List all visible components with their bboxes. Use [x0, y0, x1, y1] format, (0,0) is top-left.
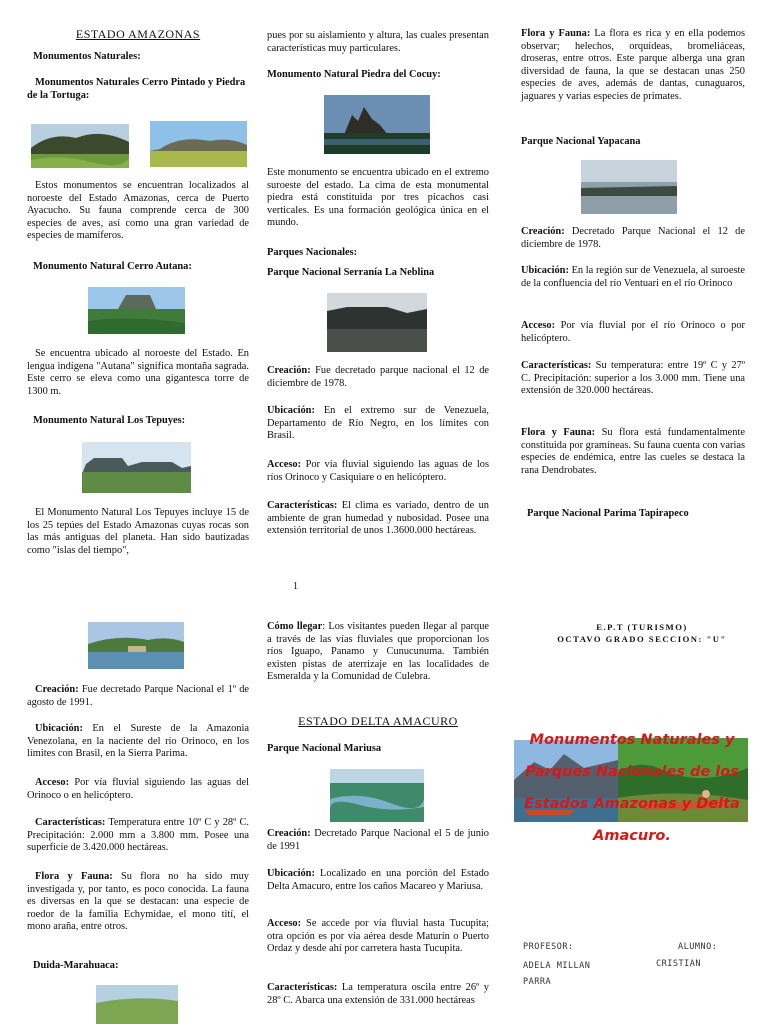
value-como-llegar: : Los visitantes pueden llegar al parque a través de las vías fluviales que proporcionan los ríos Iguapo, Panamo y Cunucunuma. También existen pistas de aterrizaje en las localidades de Esmeralda y la Comunidad de Culebra.: [267, 621, 489, 683]
yapacana-flora-fauna: [521, 427, 745, 477]
paragraph-text: [521, 226, 745, 251]
neblina-acceso: [267, 459, 489, 484]
value-caracteristicas: Su temperatura: entre 19º C y 27º C. Precipitación: superior a los 3.000 mm. Tiene una extensión de 320.000 hectáreas.: [521, 360, 745, 397]
state-title-delta-amacuro: ESTADO DELTA AMACURO: [298, 714, 458, 728]
heading-cerro-pintado: [27, 77, 249, 102]
heading-parques-nacionales: [267, 247, 489, 260]
neblina-flora-fauna: [521, 28, 745, 104]
value-ubicacion: En la región sur de Venezuela, al suroeste de la confluencia del río Ventuari en el río Orinoco: [521, 265, 745, 289]
label-caracteristicas: Características:: [267, 982, 338, 993]
heading-text: Parque Nacional Yapacana: [521, 136, 641, 147]
landscape-photo-cerro-pintado: [31, 124, 129, 168]
photo-svg: [327, 293, 427, 352]
landscape-photo-piedra-tortuga: [150, 121, 247, 167]
value-flora: Su flora está fundamentalmente constituida por gramíneas. Su fauna cuenta con varias especies de endémica, entre las cueles se destaca la rana Dendrobates.: [521, 427, 745, 476]
photo-svg: [88, 622, 184, 669]
value-acceso: Por vía fluvial siguiendo las aguas de los ríos Orinoco y Casiquiare o en helicóptero.: [267, 459, 489, 483]
neblina-creacion: [267, 365, 489, 390]
alumno-name: CRISTIAN: [656, 959, 701, 969]
value-ubicacion: Localizado en una porción del Estado Delta Amacuro, entre los caños Macareo y Mariusa.: [267, 868, 489, 892]
heading-piedra-cocuy: [267, 69, 489, 82]
value-acceso: Por vía fluvial siguiendo las aguas del Orinoco o en helicóptero.: [27, 777, 249, 801]
parima-caracteristicas: [27, 817, 249, 855]
landscape-photo-la-neblina: [327, 293, 427, 352]
value-acceso: Por vía fluvial por el río Orinoco o por helicóptero.: [521, 320, 745, 344]
photo-svg: [31, 124, 129, 168]
paragraph-text: [521, 427, 745, 477]
heading-text: Monumento Natural Piedra del Cocuy:: [267, 69, 441, 80]
state-title-amazonas: ESTADO AMAZONAS: [75, 27, 201, 41]
heading-mariusa: [267, 743, 489, 756]
paragraph-text: [267, 621, 489, 684]
paragraph-los-tepuyes: [27, 507, 249, 557]
subtitle-monumentos: Monumentos Naturales:: [33, 51, 141, 62]
heading-text: Parque Nacional Mariusa: [267, 743, 382, 754]
value-caracteristicas: La temperatura oscila entre 26º y 28º C. Abarca una extensión de 331.000 hectáreas: [267, 982, 489, 1006]
paragraph-text: [27, 777, 249, 802]
page-number: 1: [293, 581, 298, 592]
photo-svg: [581, 160, 677, 214]
photo-svg: [324, 95, 430, 154]
paragraph-text: [267, 365, 489, 390]
label-caracteristicas: Características:: [35, 817, 106, 828]
photo-svg: [96, 985, 178, 1024]
value-caracteristicas: Temperatura entre 10º C y 28º C. Precipitación: 2.000 mm a 3.800 mm. Posee una superficie de 3.420.000 hectáreas.: [27, 817, 249, 854]
value-ubicacion: En el Sureste de la Amazonia Venezolana, en la naciente del río Orinoco, en los límites con Brasil, en la Sierra Parima.: [27, 723, 249, 760]
paragraph-text: [267, 982, 489, 1007]
label-creacion: Creación:: [35, 684, 79, 695]
heading-cerro-autana: [33, 261, 249, 274]
cover-header: [532, 621, 752, 645]
cover-grado: OCTAVO GRADO SECCION: "U": [557, 634, 727, 644]
paragraph-text: pues por su aislamiento y altura, las cuales presentan características muy particulares.: [267, 30, 489, 54]
landscape-photo-cerro-autana: [88, 287, 185, 334]
yapacana-ubicacion: [521, 265, 745, 290]
paragraph-text: [267, 868, 489, 893]
value-creacion: Decretado Parque Nacional el 5 de junio de 1991: [267, 828, 489, 852]
label-ubicacion: Ubicación:: [267, 405, 315, 416]
photo-svg: [88, 287, 185, 334]
heading-duida-marahuaca: [33, 960, 249, 973]
label-creacion: Creación:: [521, 226, 565, 237]
paragraph-text: Se encuentra ubicado al noroeste del Estado. En lengua indígena "Autana" significa montaña sagrada. Este cerro se eleva como una gigantesca torre de 1300 m.: [27, 348, 249, 397]
photo-svg: [150, 121, 247, 167]
value-ubicacion: En el extremo sur de Venezuela, Departamento de Río Negro, en los límites con Brasil.: [267, 405, 489, 442]
label-caracteristicas: Características:: [521, 360, 592, 371]
mariusa-caracteristicas: [267, 982, 489, 1007]
value-creacion: Fue decretado Parque Nacional el 1º de agosto de 1991.: [27, 684, 249, 708]
paragraph-text: [27, 871, 249, 934]
label-ubicacion: Ubicación:: [267, 868, 315, 879]
value-flora: La flora es rica y en ella podemos observar; helechos, orquídeas, bromeliáceas, droseras, entre otros. Este parque alberga una gran diversidad de fauna, la que se destacan unas 250 especies de aves, además de dantas, cunaguaros, jaguares y varias especies de primates.: [521, 28, 745, 102]
value-flora: Su flora no ha sido muy investigada y, por tanto, es poco conocida. La fauna es diversas en la que se destacan: una especie de roedor de la familia Echymidae, el mono tití, el mono araña, entre otros.: [27, 871, 249, 933]
heading-parima-tapirapeco: [527, 508, 745, 521]
como-llegar: [267, 621, 489, 684]
heading-los-tepuyes: [33, 415, 249, 428]
landscape-photo-mariusa: [330, 769, 424, 822]
yapacana-acceso: [521, 320, 745, 345]
paragraph-cerro-autana: [27, 348, 249, 398]
paragraph-text: Este monumento se encuentra ubicado en el extremo suroeste del estado. La cima de esta monumental piedra está constituida por tres picachos casi verticales. Es una formación geológica única en el mundo.: [267, 167, 489, 229]
mariusa-acceso: [267, 918, 489, 956]
photo-svg: [330, 769, 424, 822]
cover-title: Monumentos Naturales y Parques Nacionales de los Estados Amazonas y Delta Amacuro.: [524, 732, 740, 844]
landscape-photo-yapacana: [581, 160, 677, 214]
heading-text: Parques Nacionales:: [267, 247, 358, 258]
label-acceso: Acceso:: [267, 918, 302, 929]
yapacana-caracteristicas: [521, 360, 745, 398]
value-creacion: Fue decretado parque nacional el 12 de diciembre de 1978.: [267, 365, 489, 389]
paragraph-text: [521, 360, 745, 398]
label-profesor: PROFESOR:: [523, 942, 574, 952]
paragraph-text: [267, 459, 489, 484]
paragraph-text: [521, 320, 745, 345]
heading-text: Duida-Marahuaca:: [33, 960, 119, 971]
value-caracteristicas: El clima es variado, dentro de un ambiente de gran humedad y nubosidad. Posee una extensión territorial de unos 1.3600.000 hectáreas.: [267, 500, 489, 537]
paragraph-text: [521, 265, 745, 290]
paragraph-text: [267, 918, 489, 956]
paragraph-text: [267, 405, 489, 443]
paragraph-text: [267, 500, 489, 538]
paragraph-text: Estos monumentos se encuentran localizados al noroeste del Estado Amazonas, cerca de Puerto Ayacucho. Su fauna comprende cerca de 300 especies de aves, así como una gran variedad de especies de mamíferos.: [27, 180, 249, 242]
paragraph-piedra-cocuy: [267, 167, 489, 230]
heading-yapacana: [521, 136, 745, 149]
paragraph-text: [27, 723, 249, 761]
page1-title: [27, 28, 249, 41]
heading-text: Monumentos Naturales Cerro Pintado y Piedra de la Tortuga:: [27, 77, 246, 101]
label-alumno: ALUMNO:: [678, 942, 718, 952]
paragraph-text: [267, 828, 489, 853]
paragraph-text: [27, 817, 249, 855]
label-ubicacion: Ubicación:: [521, 265, 569, 276]
label-acceso: Acceso:: [521, 320, 556, 331]
yapacana-creacion: [521, 226, 745, 251]
section-subtitle: [33, 51, 249, 64]
neblina-ubicacion: [267, 405, 489, 443]
label-como-llegar: Cómo llegar: [267, 621, 323, 632]
parima-acceso: [27, 777, 249, 802]
neblina-caracteristicas: [267, 500, 489, 538]
profesor-name: ADELA MILLAN PARRA: [523, 961, 591, 987]
heading-text: Parque Nacional Serranía La Neblina: [267, 267, 435, 278]
value-creacion: Decretado Parque Nacional el 12 de diciembre de 1978.: [521, 226, 745, 250]
parima-ubicacion: [27, 723, 249, 761]
cover-ept: E.P.T (TURISMO): [596, 622, 688, 632]
label-creacion: Creación:: [267, 828, 311, 839]
label-flora: Flora y Fauna:: [521, 28, 591, 39]
label-caracteristicas: Características:: [267, 500, 338, 511]
paragraph-text: El Monumento Natural Los Tepuyes incluye 15 de los 25 tepúes del Estado Amazonas cuyas rocas son las más antiguas del planeta. Han sido bautizadas como "islas del tiempo",: [27, 507, 249, 556]
paragraph-text: [27, 684, 249, 709]
heading-text: Monumento Natural Cerro Autana:: [33, 261, 192, 272]
mariusa-ubicacion: [267, 868, 489, 893]
landscape-photo-piedra-del-cocuy: [324, 95, 430, 154]
landscape-photo-los-tepuyes: [82, 442, 191, 493]
value-acceso: Se accede por vía fluvial hasta Tucupita; otra opción es por vía aérea desde Maturín o Puerto Ordaz y desde ahí por carretera hasta Tucupita.: [267, 918, 489, 955]
paragraph-tepuyes-continued: [267, 30, 489, 55]
heading-text: Monumento Natural Los Tepuyes:: [33, 415, 186, 426]
heading-serrania-neblina: [267, 267, 489, 280]
heading-text: Parque Nacional Parima Tapirapeco: [527, 508, 689, 519]
label-flora: Flora y Fauna:: [35, 871, 113, 882]
parima-creacion: [27, 684, 249, 709]
label-acceso: Acceso:: [35, 777, 70, 788]
label-ubicacion: Ubicación:: [35, 723, 83, 734]
photo-svg: [82, 442, 191, 493]
label-creacion: Creación:: [267, 365, 311, 376]
state-title-delta-amacuro-wrap: [267, 715, 489, 728]
label-acceso: Acceso:: [267, 459, 302, 470]
label-flora: Flora y Fauna:: [521, 427, 596, 438]
landscape-photo-duida: [96, 985, 178, 1024]
paragraph-cerro-pintado: [27, 180, 249, 243]
landscape-photo-parima: [88, 622, 184, 669]
parima-flora-fauna: [27, 871, 249, 934]
paragraph-text: [521, 28, 745, 104]
mariusa-creacion: [267, 828, 489, 853]
